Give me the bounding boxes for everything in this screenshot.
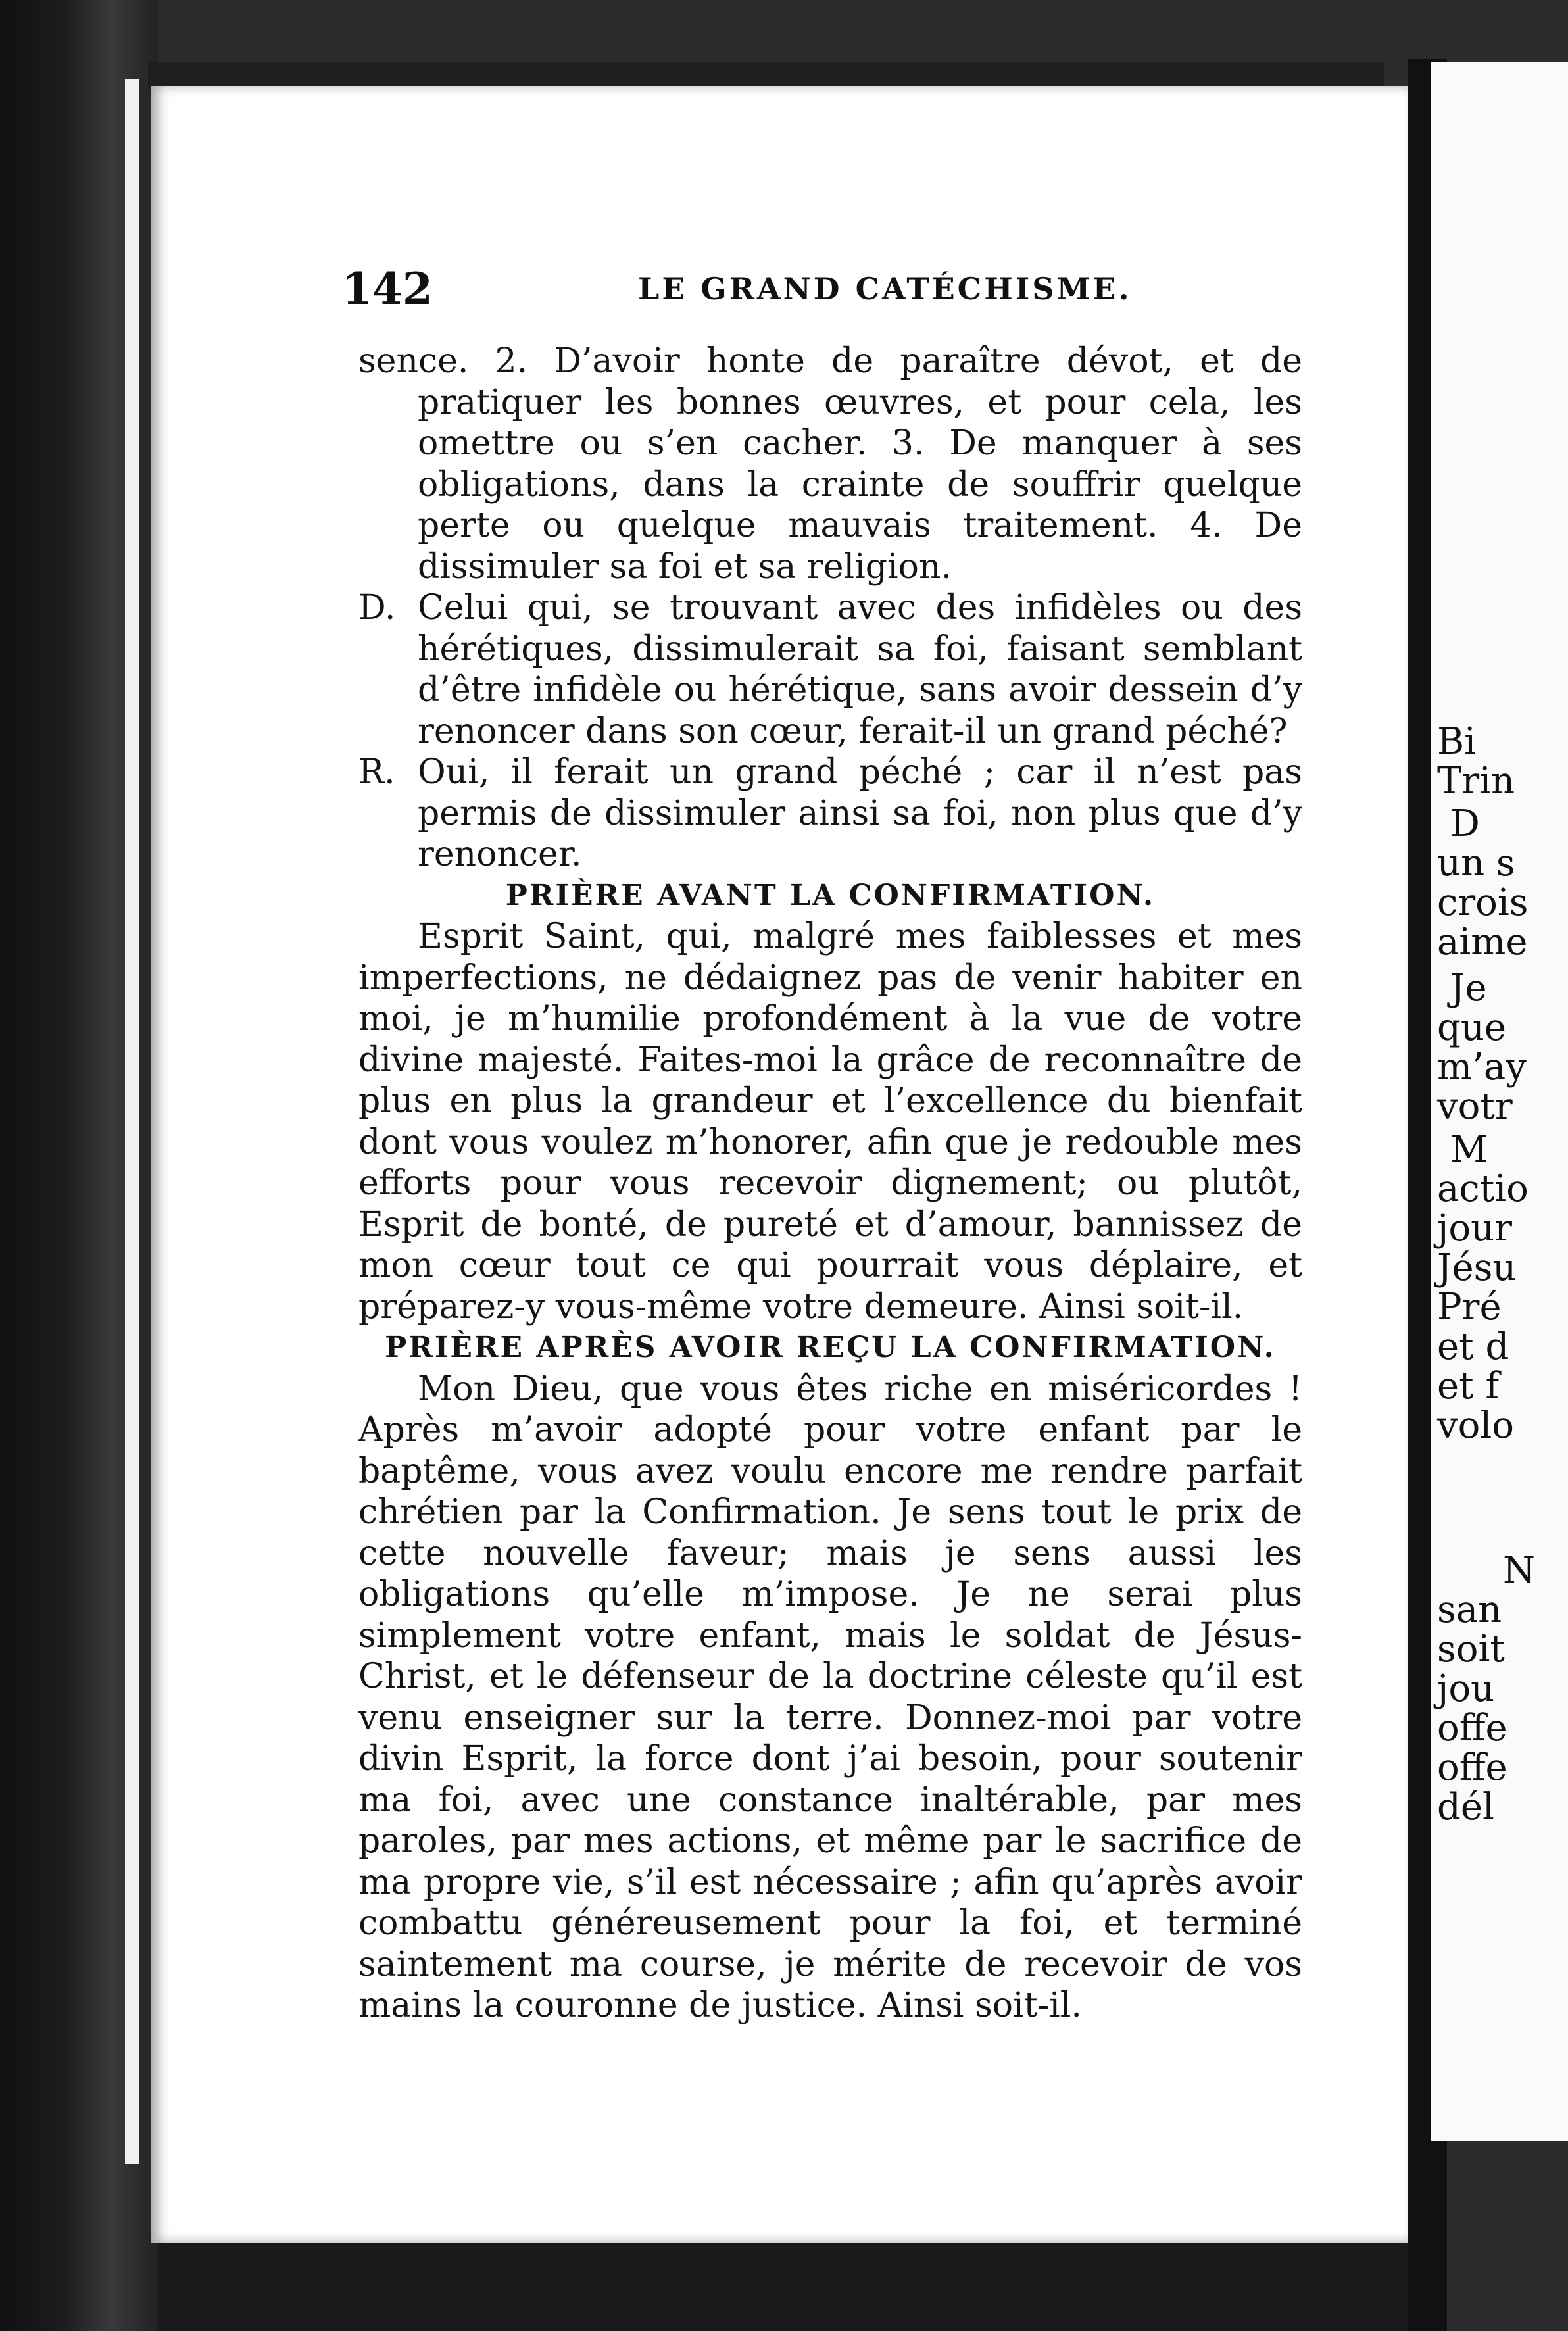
- facing-fragment: que: [1437, 1006, 1507, 1049]
- facing-fragment: votr: [1437, 1085, 1513, 1128]
- facing-fragment: et d: [1437, 1325, 1509, 1368]
- binding-edge: [125, 79, 139, 2164]
- prayer-before-heading: PRIÈRE AVANT LA CONFIRMATION.: [505, 878, 1156, 912]
- answer-text: Oui, il ferait un grand péché ; car il n’est pas permis de dissimuler ainsi sa foi, non plus que d’y renoncer.: [418, 752, 1302, 874]
- facing-fragment: Trin: [1437, 760, 1515, 802]
- prayer-before-text: Esprit Saint, qui, malgré mes faiblesses et mes imperfections, ne dédaignez pas de venir habiter en moi, je m’humilie profondément à la vue de votre divine majesté. Faites-moi la grâce de reconnaître de plus en plus la grandeur et l’excellence du bienfait dont vous voulez m’honorer, afin que je redouble mes efforts pour vous recevoir dignement; ou plutôt, Esprit de bonté, de pureté et d’amour, bannissez de mon cœur tout ce qui pourrait vous déplaire, et préparez-y vous-même votre demeure. Ainsi soit-il.: [358, 917, 1302, 1327]
- facing-fragment: offe: [1437, 1707, 1507, 1750]
- facing-fragment: D: [1450, 802, 1480, 845]
- facing-fragment: jou: [1437, 1667, 1495, 1710]
- facing-fragment: M: [1450, 1128, 1488, 1171]
- facing-fragment: crois: [1437, 881, 1529, 924]
- page-number: 142: [342, 263, 433, 314]
- facing-fragment: san: [1437, 1588, 1502, 1631]
- page-header: [342, 263, 1315, 316]
- prayer-after-heading: PRIÈRE APRÈS AVOIR REÇU LA CONFIRMATION.: [385, 1331, 1276, 1364]
- facing-fragment: Jésu: [1437, 1246, 1517, 1289]
- question-mark: D.: [358, 588, 396, 627]
- running-title: LE GRAND CATÉCHISME.: [638, 271, 1132, 307]
- facing-fragment: aime: [1437, 921, 1528, 964]
- facing-fragment: m’ay: [1437, 1046, 1527, 1089]
- facing-fragment: un s: [1437, 842, 1515, 885]
- facing-page: [1431, 62, 1568, 2141]
- facing-fragment: volo: [1437, 1404, 1514, 1447]
- page-body: [358, 341, 1302, 2026]
- continuation-paragraph: sence. 2. D’avoir honte de paraître dévot, et de pratiquer les bonnes œuvres, et pour cela, les omettre ou s’en cacher. 3. De manquer à ses obligations, dans la crainte de souffrir quelque perte ou quelque mauvais traitement. 4. De dissimuler sa foi et sa religion.: [358, 341, 1302, 587]
- facing-fragment: offe: [1437, 1746, 1507, 1789]
- question-paragraph: [358, 587, 1302, 752]
- question-text: Celui qui, se trouvant avec des infidèles ou des hérétiques, dissimulerait sa foi, faisant semblant d’être infidèle ou hérétique, sans avoir dessein d’y renoncer dans son cœur, ferait-il un grand péché?: [418, 588, 1302, 751]
- page-bottom-shadow: [158, 2243, 1408, 2331]
- prayer-after-text: Mon Dieu, que vous êtes riche en miséricordes ! Après m’avoir adopté pour votre enfant par le baptême, vous avez voulu encore me rendre parfait chrétien par la Confirmation. Je sens tout le prix de cette nouvelle faveur; mais je sens aussi les obligations qu’elle m’impose. Je ne serai plus simplement votre enfant, mais le soldat de Jésus-Christ, et le défenseur de la doctrine céleste qu’il est venu enseigner sur la terre. Donnez-moi par votre divin Esprit, la force dont j’ai besoin, pour soutenir ma foi, avec une constance inaltérable, par mes paroles, par mes actions, et même par le sacrifice de ma propre vie, s’il est nécessaire ; afin qu’après avoir combattu généreusement pour la foi, et terminé saintement ma course, je mérite de recevoir de vos mains la couronne de justice. Ainsi soit-il.: [358, 1369, 1302, 2025]
- facing-fragment: soit: [1437, 1628, 1505, 1671]
- facing-fragment: Je: [1450, 967, 1487, 1010]
- facing-fragment: et f: [1437, 1365, 1500, 1408]
- facing-fragment: Pré: [1437, 1286, 1502, 1329]
- page-top-edge: [148, 62, 1384, 89]
- facing-fragment: dél: [1437, 1786, 1494, 1828]
- facing-fragment: Bi: [1437, 720, 1477, 763]
- answer-mark: R.: [358, 752, 395, 792]
- facing-fragment: N: [1503, 1549, 1535, 1592]
- facing-fragment: actio: [1437, 1167, 1529, 1210]
- answer-paragraph: [358, 752, 1302, 875]
- facing-fragment: jour: [1437, 1207, 1512, 1250]
